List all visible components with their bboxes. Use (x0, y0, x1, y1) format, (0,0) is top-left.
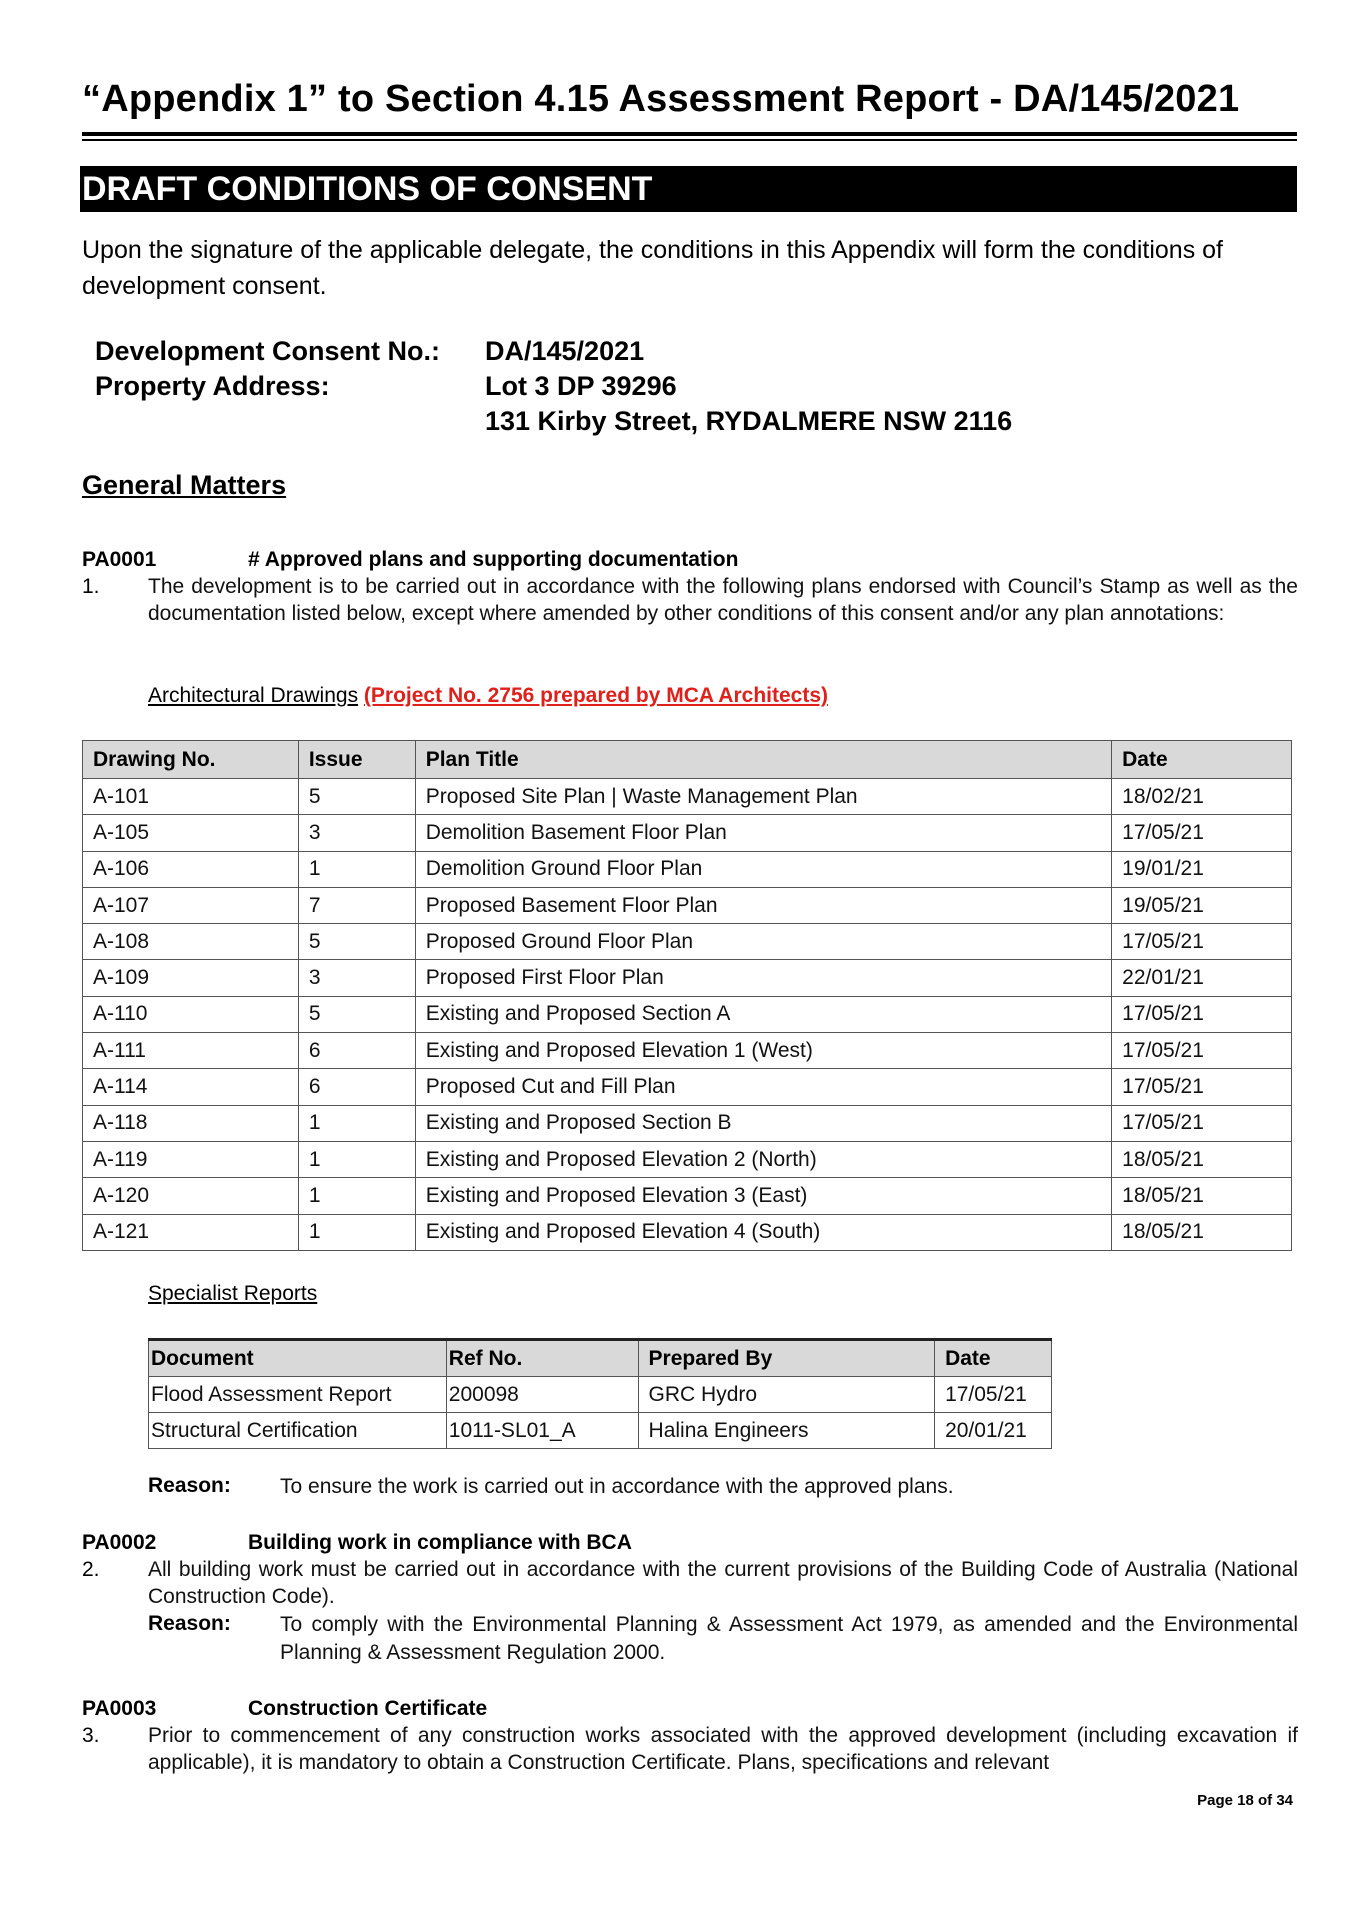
report-title: “Appendix 1” to Section 4.15 Assessment Report - DA/145/2021 (82, 78, 1240, 120)
table-row (83, 1069, 1292, 1105)
table-row (83, 779, 1292, 815)
table-cell: Existing and Proposed Elevation 2 (North) (415, 1141, 1111, 1177)
column-header: Issue (298, 741, 415, 779)
condition-number: 1. (82, 575, 100, 598)
intro-paragraph: Upon the signature of the applicable delegate, the conditions in this Appendix will form the conditions of development consent. (82, 236, 1224, 300)
table-row (83, 1141, 1292, 1177)
table-cell: GRC Hydro (638, 1377, 935, 1413)
table-cell: 18/05/21 (1112, 1141, 1292, 1177)
table-cell: 18/05/21 (1112, 1214, 1292, 1250)
table-cell: 17/05/21 (1112, 815, 1292, 851)
column-header: Drawing No. (83, 741, 299, 779)
table-cell: Halina Engineers (638, 1413, 935, 1449)
table-cell: 17/05/21 (1112, 1033, 1292, 1069)
page-of: of (1253, 1792, 1277, 1809)
specialist-reports-table (148, 1338, 1052, 1449)
reason-text: To ensure the work is carried out in accordance with the approved plans. (280, 1475, 954, 1498)
table-cell: 18/02/21 (1112, 779, 1292, 815)
table-row (83, 1105, 1292, 1141)
address-line-1: Lot 3 DP 39296 (485, 371, 677, 401)
condition-number: 2. (82, 1558, 100, 1581)
table-cell: 17/05/21 (1112, 1069, 1292, 1105)
column-header: Ref No. (446, 1340, 638, 1377)
architectural-project-note: (Project No. 2756 prepared by MCA Architects) (363, 684, 828, 707)
header-rule-thick (82, 132, 1297, 136)
table-cell: A-118 (83, 1105, 299, 1141)
table-cell: 1 (298, 1214, 415, 1250)
condition-code: PA0001 (82, 548, 157, 571)
table-cell: 1 (298, 1141, 415, 1177)
table-cell: 1011-SL01_A (446, 1413, 638, 1449)
specialist-reports-title: Specialist Reports (148, 1282, 318, 1305)
table-cell: 17/05/21 (1112, 1105, 1292, 1141)
table-cell: Proposed Ground Floor Plan (415, 924, 1111, 960)
condition-text: All building work must be carried out in accordance with the current provisions of the Building Code of Australia (National Construction Code). (148, 1558, 1298, 1608)
table-cell: Existing and Proposed Section A (415, 996, 1111, 1032)
table-row (83, 924, 1292, 960)
table-row (83, 1214, 1292, 1250)
condition-title: # Approved plans and supporting documentation (248, 548, 739, 571)
table-cell: 19/01/21 (1112, 851, 1292, 887)
address-line-2: 131 Kirby Street, RYDALMERE NSW 2116 (485, 406, 1013, 436)
table-cell: Flood Assessment Report (149, 1377, 447, 1413)
table-header-row (83, 741, 1292, 779)
table-cell: A-121 (83, 1214, 299, 1250)
consent-no-value: DA/145/2021 (485, 336, 645, 366)
table-cell: A-106 (83, 851, 299, 887)
table-cell: 6 (298, 1069, 415, 1105)
table-cell: 17/05/21 (1112, 924, 1292, 960)
table-cell: Existing and Proposed Elevation 1 (West) (415, 1033, 1111, 1069)
consent-no-label: Development Consent No.: (95, 336, 441, 366)
table-cell: A-105 (83, 815, 299, 851)
table-cell: 5 (298, 779, 415, 815)
column-header: Date (935, 1340, 1052, 1377)
table-row (83, 815, 1292, 851)
table-cell: 1 (298, 851, 415, 887)
table-cell: 6 (298, 1033, 415, 1069)
reason-text: To comply with the Environmental Planning & Assessment Act 1979, as amended and the Environmental Planning & Assessment Regulation 2000. (280, 1613, 1298, 1664)
table-cell: 1 (298, 1105, 415, 1141)
table-row (149, 1377, 1052, 1413)
address-label: Property Address: (95, 371, 330, 401)
table-cell: 22/01/21 (1112, 960, 1292, 996)
table-cell: Structural Certification (149, 1413, 447, 1449)
table-row (83, 996, 1292, 1032)
section-heading: General Matters (82, 470, 287, 500)
table-cell: Demolition Ground Floor Plan (415, 851, 1111, 887)
condition-title: Construction Certificate (248, 1697, 488, 1720)
table-cell: A-111 (83, 1033, 299, 1069)
column-header: Document (149, 1340, 447, 1377)
table-cell: Proposed Site Plan | Waste Management Plan (415, 779, 1111, 815)
architectural-drawings-title: Architectural Drawings (148, 684, 359, 707)
table-cell: A-120 (83, 1178, 299, 1214)
table-row (83, 1178, 1292, 1214)
section-banner: DRAFT CONDITIONS OF CONSENT (80, 166, 1297, 212)
table-cell: 5 (298, 996, 415, 1032)
table-cell: A-109 (83, 960, 299, 996)
table-row (83, 960, 1292, 996)
table-cell: 1 (298, 1178, 415, 1214)
table-cell: 20/01/21 (935, 1413, 1052, 1449)
table-cell: A-107 (83, 887, 299, 923)
header-rule-thin (82, 139, 1297, 141)
current-page: 18 (1237, 1792, 1254, 1809)
table-row (83, 887, 1292, 923)
table-row (83, 1033, 1292, 1069)
table-cell: 7 (298, 887, 415, 923)
table-cell: 3 (298, 960, 415, 996)
architectural-drawings-label (148, 684, 828, 708)
reason-label: Reason: (148, 1612, 231, 1635)
column-header: Prepared By (638, 1340, 935, 1377)
table-cell: A-119 (83, 1141, 299, 1177)
table-cell: Existing and Proposed Section B (415, 1105, 1111, 1141)
table-cell: 200098 (446, 1377, 638, 1413)
table-cell: 5 (298, 924, 415, 960)
table-cell: A-110 (83, 996, 299, 1032)
table-row (149, 1413, 1052, 1449)
table-cell: Existing and Proposed Elevation 4 (South) (415, 1214, 1111, 1250)
table-cell: 17/05/21 (935, 1377, 1052, 1413)
table-cell: A-114 (83, 1069, 299, 1105)
page-prefix: Page (1197, 1792, 1238, 1809)
reason-label: Reason: (148, 1474, 231, 1497)
specialist-reports-label (148, 1282, 317, 1306)
condition-text: Prior to commencement of any construction works associated with the approved development (including excavation if applicable), it is mandatory to obtain a Construction Certificate. Plans, specifications and relevant (148, 1724, 1298, 1774)
table-cell: 19/05/21 (1112, 887, 1292, 923)
table-cell: 3 (298, 815, 415, 851)
page-number (1130, 1792, 1293, 1809)
table-cell: Proposed First Floor Plan (415, 960, 1111, 996)
table-cell: Proposed Cut and Fill Plan (415, 1069, 1111, 1105)
column-header: Plan Title (415, 741, 1111, 779)
total-pages: 34 (1276, 1792, 1293, 1809)
condition-code: PA0003 (82, 1697, 157, 1720)
table-cell: A-101 (83, 779, 299, 815)
column-header: Date (1112, 741, 1292, 779)
table-cell: Proposed Basement Floor Plan (415, 887, 1111, 923)
table-cell: Demolition Basement Floor Plan (415, 815, 1111, 851)
architectural-drawings-table (82, 740, 1292, 1251)
table-cell: 18/05/21 (1112, 1178, 1292, 1214)
condition-title: Building work in compliance with BCA (248, 1531, 632, 1554)
table-header-row (149, 1340, 1052, 1377)
table-cell: 17/05/21 (1112, 996, 1292, 1032)
table-cell: A-108 (83, 924, 299, 960)
table-row (83, 851, 1292, 887)
condition-text: The development is to be carried out in accordance with the following plans endorsed with Council’s Stamp as well as the documentation listed below, except where amended by other conditions of this consent and/or any plan annotations: (148, 575, 1298, 625)
table-cell: Existing and Proposed Elevation 3 (East) (415, 1178, 1111, 1214)
condition-number: 3. (82, 1724, 100, 1747)
condition-code: PA0002 (82, 1531, 157, 1554)
